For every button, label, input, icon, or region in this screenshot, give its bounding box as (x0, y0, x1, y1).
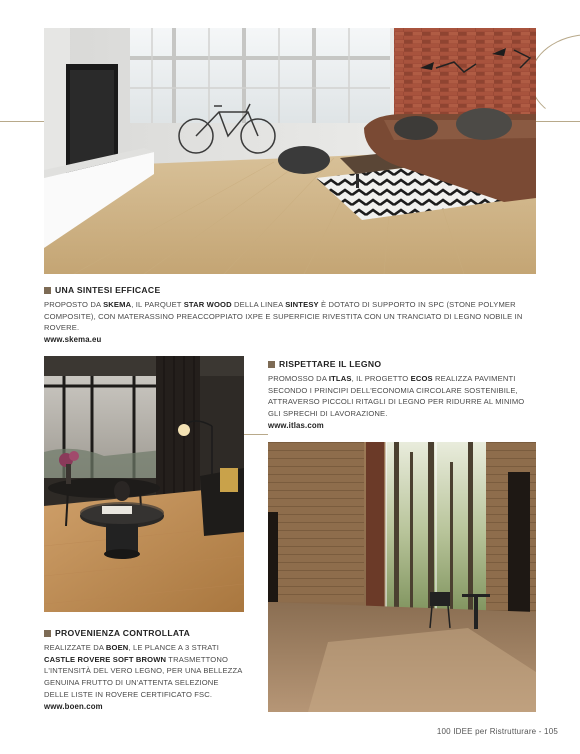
caption-boen-heading (44, 628, 244, 640)
photo-boen-living-room (44, 356, 244, 612)
caption-itlas-heading (268, 359, 538, 371)
caption-boen (44, 628, 244, 713)
bullet-square-icon (44, 630, 51, 637)
caption-itlas-text-2: , IL PROGETTO (351, 373, 411, 383)
photo-skema-living-room (44, 28, 536, 274)
caption-skema-heading (44, 285, 536, 297)
caption-boen-text-3: TRASMETTONO L'INTENSITÀ DEL VERO LEGNO, PER UNA BELLEZZA GENUINA FRUTTO DI UN'ATTENTA SELEZIONE DELLE LISTE IN ROVERE CERTIFICATO FSC. (44, 654, 243, 699)
caption-skema-line: SINTESY (285, 299, 319, 309)
bullet-square-icon (44, 287, 51, 294)
caption-skema-brand: SKEMA (103, 299, 132, 309)
bullet-square-icon (268, 361, 275, 368)
caption-boen-text-2: , LE PLANCE A 3 STRATI (128, 642, 219, 652)
caption-itlas-product: ECOS (410, 373, 433, 383)
caption-itlas-body (268, 373, 538, 420)
decorative-line-right (536, 121, 580, 122)
caption-skema-product: STAR WOOD (183, 299, 232, 309)
decorative-arc-top-right (530, 34, 580, 124)
photo-itlas-wood-room (268, 442, 536, 712)
caption-boen-body (44, 642, 244, 701)
decorative-line-mid (244, 434, 268, 435)
caption-skema-text-2: , IL PARQUET (131, 299, 184, 309)
caption-boen-product: CASTLE ROVERE SOFT BROWN (44, 654, 167, 664)
link-skema-url[interactable]: www.skema.eu (44, 335, 102, 345)
decorative-line-left (0, 121, 44, 122)
link-boen-url[interactable]: www.boen.com (44, 701, 103, 711)
caption-itlas-text-1: PROMOSSO DA (268, 373, 329, 383)
caption-skema-text-3: DELLA LINEA (231, 299, 286, 309)
caption-itlas-text-3: REALIZZA PAVIMENTI SECONDO I PRINCIPI DELL'ECONOMIA CIRCOLARE SOSTENIBILE, ATTRAVERSO PICCOLI RITAGLI DI LEGNO PER RIDURRE AL MINIMO GLI SPRECHI DI LAVORAZIONE. (268, 373, 525, 419)
caption-boen-text-1: REALIZZATE DA (44, 642, 106, 652)
caption-boen-title: PROVENIENZA CONTROLLATA (55, 628, 191, 638)
caption-skema-body (44, 299, 536, 334)
caption-itlas-title: RISPETTARE IL LEGNO (279, 359, 382, 369)
caption-skema-text-1: PROPOSTO DA (44, 299, 104, 309)
caption-boen-brand: BOEN (105, 642, 129, 652)
caption-itlas-brand: ITLAS (328, 373, 352, 383)
caption-skema (44, 285, 536, 346)
page-footer: 100 IDEE per Ristrutturare - 105 (436, 727, 558, 736)
caption-skema-text-4: È DOTATO DI SUPPORTO IN SPC (STONE POLYMER COMPOSITE), CON MATERASSINO PREACCOPPIATO IXPE E SUPERFICIE RIVESTITA CON UN TRANCIATO DI LEGNO NOBILE IN ROVERE. (44, 299, 523, 333)
caption-itlas (268, 359, 538, 432)
link-itlas-url[interactable]: www.itlas.com (268, 420, 324, 430)
caption-skema-title: UNA SINTESI EFFICACE (55, 285, 161, 295)
